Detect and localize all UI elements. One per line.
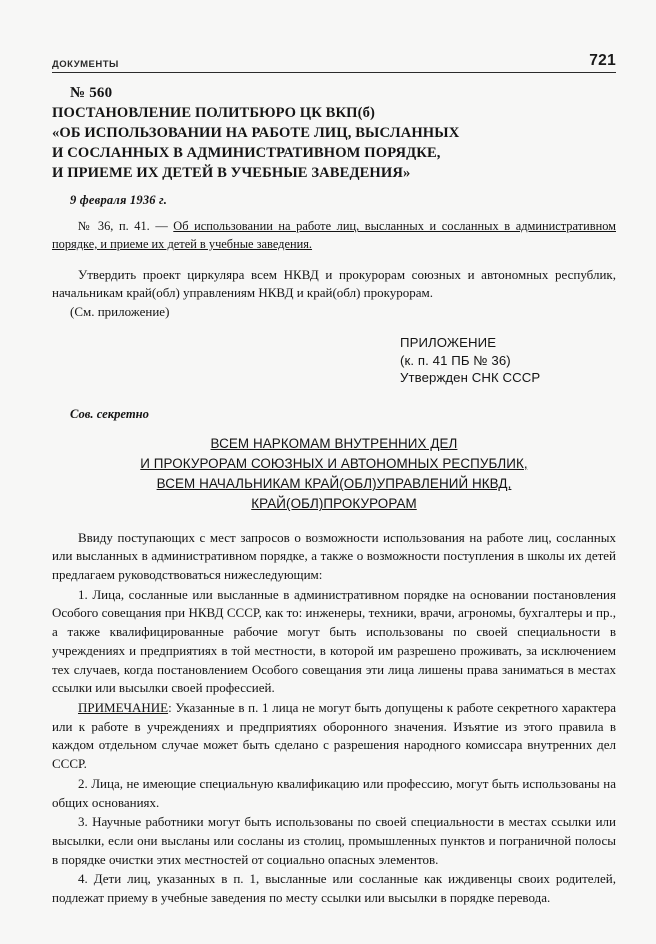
- clause-1-paragraph: 1. Лица, сосланные или высланные в административном порядке на основании постановления Особого совещания при НКВД СССР, как то: инженеры, техники, врачи, агрономы, бухгалтеры и пр., а также квалифицированные рабочие могут быть использованы по своей специальности в учреждениях и предприятиях в той местности, в которой им разрешено проживать, за исключением тех случаев, когда постановлением Особого совещания эти лица лишены права заниматься в местах ссылки или высылки своей профессией.: [52, 586, 616, 696]
- preamble-paragraph: Ввиду поступающих с мест запросов о возможности использования на работе лиц, сосланных или высланных в административном порядке, а также о возможности поступления в школы их детей предлагаем руководствоваться нижеследующим:: [52, 529, 616, 582]
- document-date: 9 февраля 1936 г.: [70, 193, 168, 208]
- running-header: [52, 46, 616, 70]
- addressee-line-2: И ПРОКУРОРАМ СОЮЗНЫХ И АВТОНОМНЫХ РЕСПУБЛИК,: [140, 456, 528, 472]
- running-header-section: ДОКУМЕНТЫ: [52, 59, 119, 70]
- addressee-line-4: КРАЙ(ОБЛ)ПРОКУРОРАМ: [251, 496, 417, 512]
- document-title-line-2: «ОБ ИСПОЛЬЗОВАНИИ НА РАБОТЕ ЛИЦ, ВЫСЛАННЫХ: [52, 124, 460, 141]
- document-title-line-4: И ПРИЕМЕ ИХ ДЕТЕЙ В УЧЕБНЫЕ ЗАВЕДЕНИЯ»: [52, 164, 411, 181]
- protocol-reference-subject: Об использовании на работе лиц, высланных и сосланных в административном порядке, и приеме их детей в учебные заведения.: [52, 219, 616, 251]
- note-label: ПРИМЕЧАНИЕ: [78, 700, 169, 715]
- clause-3-paragraph: 3. Научные работники могут быть использованы по своей специальности в местах ссылки или высылки, если они высланы или сосланы из столиц, промышленных пунктов и пограничной полосы в порядке очистки этих местностей от социально опасных элементов.: [52, 814, 616, 867]
- header-rule: [52, 72, 616, 73]
- resolution-paragraph: Утвердить проект циркуляра всем НКВД и прокурорам союзных и автономных республик, начальникам край(обл) управлениям НКВД и край(обл) прокурорам.: [52, 266, 616, 301]
- document-title-line-1: ПОСТАНОВЛЕНИЕ ПОЛИТБЮРО ЦК ВКП(б): [52, 105, 375, 121]
- appendix-block: [400, 334, 616, 387]
- document-title: [52, 104, 616, 183]
- page-number: 721: [589, 52, 616, 69]
- protocol-reference-prefix: № 36, п. 41. —: [78, 219, 174, 234]
- secrecy-stamp: Сов. секретно: [70, 407, 149, 422]
- protocol-reference: [52, 218, 616, 253]
- addressee-line-1: ВСЕМ НАРКОМАМ ВНУТРЕННИХ ДЕЛ: [210, 436, 458, 452]
- note-text: : Указанные в п. 1 лица не могут быть допущены к работе секретного характера или к работе в учреждениях и предприятиях оборонного значения. Изъятие из этого правила в каждом отдельном случае может быть сделано с разрешения народного комиссара внутренних дел СССР.: [52, 700, 616, 772]
- clause-4-paragraph: 4. Дети лиц, указанных в п. 1, высланные или сосланные как иждивенцы своих родителей, подлежат приему в учебные заведения по месту ссылки или высылки в порядке перевода.: [52, 871, 616, 906]
- appendix-reference: (к. п. 41 ПБ № 36): [400, 352, 511, 368]
- document-number: № 560: [70, 85, 113, 101]
- addressee-block: [52, 434, 616, 514]
- note-paragraph: [52, 699, 616, 774]
- clause-2-paragraph: 2. Лица, не имеющие специальную квалификацию или профессию, могут быть использованы на общих основаниях.: [52, 775, 616, 810]
- addressee-line-3: ВСЕМ НАЧАЛЬНИКАМ КРАЙ(ОБЛ)УПРАВЛЕНИЙ НКВД,: [156, 476, 512, 492]
- appendix-title: ПРИЛОЖЕНИЕ: [400, 335, 497, 351]
- document-title-line-3: И СОСЛАННЫХ В АДМИНИСТРАТИВНОМ ПОРЯДКЕ,: [52, 144, 441, 161]
- see-appendix-note: (См. приложение): [70, 304, 170, 320]
- appendix-approval: Утвержден СНК СССР: [400, 370, 541, 386]
